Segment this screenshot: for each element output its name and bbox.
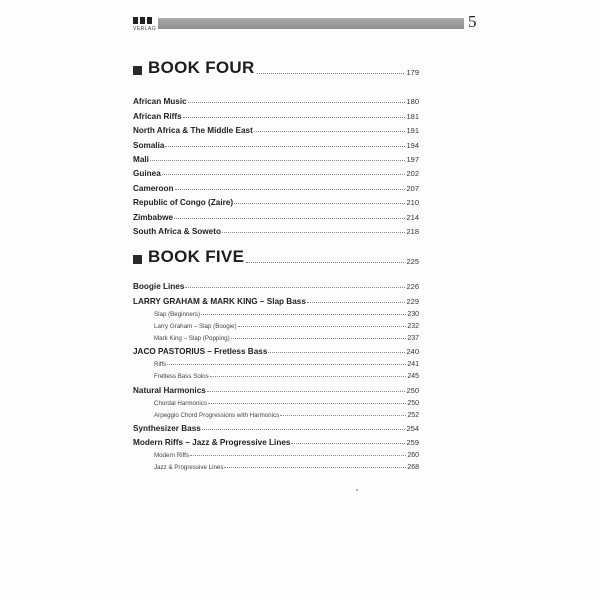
dot-leader <box>257 72 405 74</box>
toc-entry-label: Zimbabwe <box>133 212 174 222</box>
toc-subentry[interactable] <box>133 368 419 380</box>
toc-entry[interactable] <box>133 150 419 164</box>
dot-leader <box>201 314 406 315</box>
toc-list-book-five <box>133 277 419 471</box>
dot-leader <box>222 232 406 233</box>
toc-subentry[interactable] <box>133 356 419 368</box>
toc-entry-label: Somalia <box>133 140 165 150</box>
toc-subentry[interactable] <box>133 306 419 318</box>
dot-leader <box>207 391 406 392</box>
dot-leader <box>224 467 406 468</box>
toc-subentry-page: 252 <box>407 411 419 419</box>
toc-entry-label: Guinea <box>133 169 161 179</box>
toc-entry[interactable] <box>133 222 419 236</box>
toc-entry-page: 194 <box>406 140 419 150</box>
dot-leader <box>162 174 406 175</box>
toc-subentry[interactable] <box>133 330 419 342</box>
toc-list-book-four <box>133 92 419 236</box>
page-number: 5 <box>468 12 477 31</box>
toc-entry-label: African Riffs <box>133 111 182 121</box>
dot-leader <box>210 376 407 377</box>
dot-leader <box>183 117 406 118</box>
dot-leader <box>280 415 406 416</box>
dot-leader <box>167 364 406 365</box>
toc-subentry-label: Modern Riffs <box>154 452 189 460</box>
toc-subentry[interactable] <box>133 447 419 459</box>
dot-leader <box>254 131 406 132</box>
toc-subentry-page: 245 <box>407 373 419 381</box>
toc-entry[interactable] <box>133 92 419 106</box>
dot-leader <box>291 443 405 444</box>
publisher-logo <box>133 17 155 31</box>
toc-subentry-page: 230 <box>407 310 419 318</box>
dot-leader <box>185 287 405 288</box>
toc-subentry-label: Larry Graham – Slap (Boogie) <box>154 322 237 330</box>
toc-entry-label: African Music <box>133 97 187 107</box>
section-heading-book-four[interactable] <box>133 56 419 78</box>
toc-subentry-label: Slap (Beginners) <box>154 310 201 318</box>
toc-entry-label: North Africa & The Middle East <box>133 126 253 136</box>
toc-subentry[interactable] <box>133 459 419 471</box>
toc-entry-page: 254 <box>406 423 419 433</box>
section-page-number: 179 <box>406 68 419 77</box>
toc-subentry-label: Riffs <box>154 361 167 369</box>
toc-entry[interactable] <box>133 121 419 135</box>
toc-subentry-label: Arpeggio Chord Progressions with Harmonics <box>154 411 280 419</box>
dot-leader <box>190 455 406 456</box>
dot-leader <box>150 160 406 161</box>
toc-entry-label: Republic of Congo (Zaire) <box>133 198 234 208</box>
toc-entry-label: Cameroon <box>133 183 174 193</box>
toc-entry[interactable] <box>133 380 419 394</box>
toc-entry[interactable] <box>133 419 419 433</box>
toc-entry[interactable] <box>133 342 419 356</box>
dot-leader <box>238 326 407 327</box>
dot-leader <box>307 302 406 303</box>
square-bullet-icon <box>133 66 142 75</box>
toc-entry-page: 181 <box>406 111 419 121</box>
toc-subentry-page: 250 <box>407 399 419 407</box>
toc-entry[interactable] <box>133 291 419 305</box>
toc-entry-label: Modern Riffs – Jazz & Progressive Lines <box>133 438 291 448</box>
section-title: BOOK FOUR <box>148 58 255 77</box>
toc-entry-label: Boogie Lines <box>133 282 185 292</box>
dot-leader <box>231 338 407 339</box>
toc-entry[interactable] <box>133 135 419 149</box>
toc-entry-page: 226 <box>406 282 419 292</box>
toc-entry-page: 240 <box>406 347 419 357</box>
dot-leader <box>268 352 405 353</box>
toc-subentry-page: 232 <box>407 322 419 330</box>
section-title: BOOK FIVE <box>148 247 245 266</box>
toc-entry-page: 259 <box>406 438 419 448</box>
toc-subentry-page: 241 <box>407 361 419 369</box>
toc-subentry-page: 268 <box>407 464 419 472</box>
toc-subentry[interactable] <box>133 395 419 407</box>
toc-subentry-page: 260 <box>407 452 419 460</box>
dot-leader <box>246 261 404 263</box>
toc-subentry[interactable] <box>133 407 419 419</box>
dot-leader <box>208 403 406 404</box>
section-page-number: 225 <box>406 257 419 266</box>
dot-leader <box>175 189 406 190</box>
toc-entry-page: 197 <box>406 154 419 164</box>
toc-subentry-label: Chordal Harmonics <box>154 399 207 407</box>
dot-leader <box>165 146 405 147</box>
dot-leader <box>202 429 406 430</box>
dot-leader <box>174 218 405 219</box>
toc-subentry-label: Fretless Bass Solos <box>154 373 209 381</box>
toc-subentry[interactable] <box>133 318 419 330</box>
toc-entry-page: 207 <box>406 183 419 193</box>
toc-entry-label: Natural Harmonics <box>133 385 206 395</box>
toc-subentry-page: 237 <box>407 334 419 342</box>
toc-entry[interactable] <box>133 178 419 192</box>
section-heading-book-five[interactable] <box>133 245 419 267</box>
toc-entry-label: Mali <box>133 154 149 164</box>
toc-entry-page: 214 <box>406 212 419 222</box>
toc-entry-page: 250 <box>406 385 419 395</box>
toc-entry-label: Synthesizer Bass <box>133 423 201 433</box>
toc-entry[interactable] <box>133 106 419 120</box>
dot-leader <box>234 203 405 204</box>
toc-subentry-label: Mark King – Slap (Popping) <box>154 334 230 342</box>
toc-entry-label: LARRY GRAHAM & MARK KING – Slap Bass <box>133 296 306 306</box>
toc-entry[interactable] <box>133 193 419 207</box>
toc-entry-label: South Africa & Soweto <box>133 226 221 236</box>
toc-entry[interactable] <box>133 433 419 447</box>
toc-entry-page: 191 <box>406 126 419 136</box>
square-bullet-icon <box>133 255 142 264</box>
dot-leader <box>188 102 406 103</box>
toc-entry-page: 218 <box>406 226 419 236</box>
logo-subtext: VERLAG <box>133 26 157 32</box>
toc-entry-page: 210 <box>406 198 419 208</box>
toc-entry[interactable] <box>133 277 419 291</box>
toc-entry-page: 180 <box>406 97 419 107</box>
stray-mark <box>356 489 358 491</box>
toc-subentry-label: Jazz & Progressive Lines <box>154 464 224 472</box>
header-bar <box>158 18 464 29</box>
toc-entry-label: JACO PASTORIUS – Fretless Bass <box>133 347 268 357</box>
toc-entry[interactable] <box>133 164 419 178</box>
toc-entry[interactable] <box>133 207 419 221</box>
toc-entry-page: 202 <box>406 169 419 179</box>
toc-entry-page: 229 <box>406 296 419 306</box>
